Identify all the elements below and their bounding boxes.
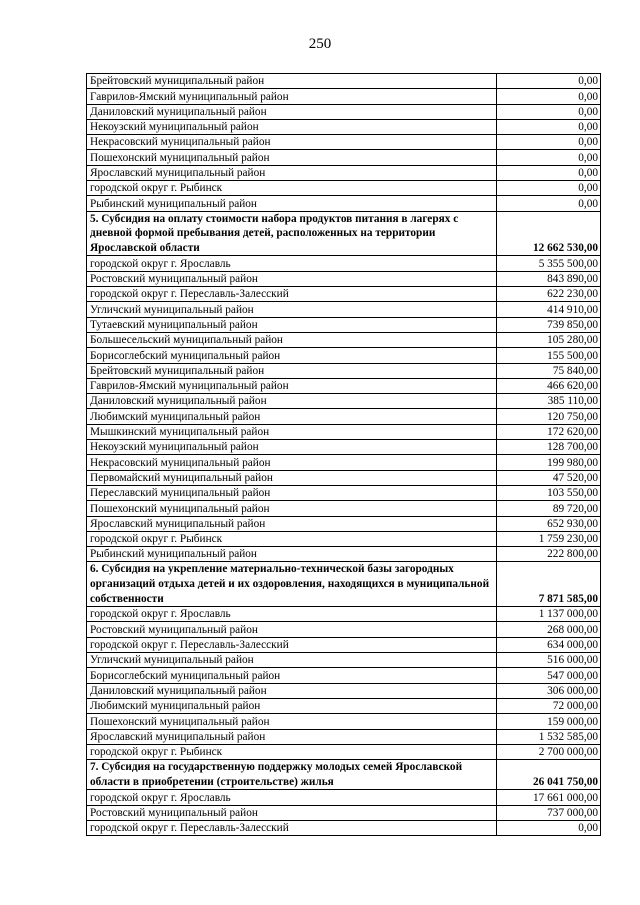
amount: 0,00 — [497, 181, 601, 196]
amount: 0,00 — [497, 165, 601, 180]
municipality-name: Первомайский муниципальный район — [87, 470, 497, 485]
municipality-name: Большесельский муниципальный район — [87, 332, 497, 347]
table-row — [87, 424, 601, 439]
amount: 0,00 — [497, 104, 601, 119]
section-header-row — [87, 211, 601, 256]
table-row — [87, 668, 601, 683]
amount: 1 137 000,00 — [497, 607, 601, 622]
municipality-name: Ярославский муниципальный район — [87, 516, 497, 531]
table-row — [87, 271, 601, 286]
municipality-name: Даниловский муниципальный район — [87, 104, 497, 119]
amount: 516 000,00 — [497, 653, 601, 668]
municipality-name: Мышкинский муниципальный район — [87, 424, 497, 439]
municipality-name: городской округ г. Рыбинск — [87, 531, 497, 546]
amount: 103 550,00 — [497, 485, 601, 500]
table-row — [87, 547, 601, 562]
municipality-name: Ростовский муниципальный район — [87, 805, 497, 820]
table-row — [87, 317, 601, 332]
municipality-name: Даниловский муниципальный район — [87, 683, 497, 698]
municipality-name: Некрасовский муниципальный район — [87, 455, 497, 470]
table-row — [87, 256, 601, 271]
table-row — [87, 135, 601, 150]
table-row — [87, 74, 601, 89]
table-row — [87, 119, 601, 134]
table-row — [87, 409, 601, 424]
amount: 105 280,00 — [497, 332, 601, 347]
amount: 466 620,00 — [497, 378, 601, 393]
table-row — [87, 440, 601, 455]
municipality-name: Гаврилов-Ямский муниципальный район — [87, 378, 497, 393]
municipality-name: Ростовский муниципальный район — [87, 622, 497, 637]
table-row — [87, 287, 601, 302]
table-row — [87, 181, 601, 196]
table-row — [87, 332, 601, 347]
table-row — [87, 805, 601, 820]
municipality-name: Угличский муниципальный район — [87, 302, 497, 317]
table-row — [87, 363, 601, 378]
amount: 622 230,00 — [497, 287, 601, 302]
municipality-name: городской округ г. Ярославль — [87, 256, 497, 271]
amount: 0,00 — [497, 150, 601, 165]
municipality-name: Брейтовский муниципальный район — [87, 74, 497, 89]
amount: 172 620,00 — [497, 424, 601, 439]
table-row — [87, 455, 601, 470]
amount: 843 890,00 — [497, 271, 601, 286]
municipality-name: Пошехонский муниципальный район — [87, 150, 497, 165]
table-row — [87, 378, 601, 393]
amount: 5 355 500,00 — [497, 256, 601, 271]
amount: 0,00 — [497, 196, 601, 211]
section-total: 7 871 585,00 — [497, 562, 601, 607]
municipality-name: Угличский муниципальный район — [87, 653, 497, 668]
table-row — [87, 165, 601, 180]
amount: 155 500,00 — [497, 348, 601, 363]
table-row — [87, 744, 601, 759]
municipality-name: Ярославский муниципальный район — [87, 729, 497, 744]
amount: 306 000,00 — [497, 683, 601, 698]
table-row — [87, 653, 601, 668]
municipality-name: Рыбинский муниципальный район — [87, 547, 497, 562]
municipality-name: городской округ г. Ярославль — [87, 607, 497, 622]
amount: 72 000,00 — [497, 698, 601, 713]
municipality-name: Борисоглебский муниципальный район — [87, 348, 497, 363]
table-row — [87, 729, 601, 744]
amount: 739 850,00 — [497, 317, 601, 332]
table-row — [87, 470, 601, 485]
municipality-name: Борисоглебский муниципальный район — [87, 668, 497, 683]
amount: 0,00 — [497, 119, 601, 134]
amount: 268 000,00 — [497, 622, 601, 637]
municipality-name: городской округ г. Ярославль — [87, 790, 497, 805]
municipality-name: Тутаевский муниципальный район — [87, 317, 497, 332]
amount: 89 720,00 — [497, 501, 601, 516]
section-header-row — [87, 760, 601, 790]
amount: 547 000,00 — [497, 668, 601, 683]
table-row — [87, 683, 601, 698]
amount: 0,00 — [497, 89, 601, 104]
amount: 0,00 — [497, 74, 601, 89]
table-row — [87, 622, 601, 637]
page-number: 250 — [308, 36, 332, 52]
table-row — [87, 485, 601, 500]
table-row — [87, 607, 601, 622]
table-row — [87, 501, 601, 516]
table-row — [87, 196, 601, 211]
subsidy-table — [86, 73, 601, 836]
section-total: 12 662 530,00 — [497, 211, 601, 256]
table-row — [87, 394, 601, 409]
municipality-name: Любимский муниципальный район — [87, 698, 497, 713]
table-row — [87, 302, 601, 317]
municipality-name: Даниловский муниципальный район — [87, 394, 497, 409]
municipality-name: Ярославский муниципальный район — [87, 165, 497, 180]
table-row — [87, 714, 601, 729]
table-row — [87, 516, 601, 531]
municipality-name: городской округ г. Рыбинск — [87, 181, 497, 196]
table-row — [87, 104, 601, 119]
municipality-name: Пошехонский муниципальный район — [87, 501, 497, 516]
table-row — [87, 150, 601, 165]
table-row — [87, 348, 601, 363]
amount: 652 930,00 — [497, 516, 601, 531]
amount: 128 700,00 — [497, 440, 601, 455]
municipality-name: Любимский муниципальный район — [87, 409, 497, 424]
section-header-row — [87, 562, 601, 607]
amount: 385 110,00 — [497, 394, 601, 409]
municipality-name: Брейтовский муниципальный район — [87, 363, 497, 378]
municipality-name: Некрасовский муниципальный район — [87, 135, 497, 150]
municipality-name: Некоузский муниципальный район — [87, 119, 497, 134]
municipality-name: Переславский муниципальный район — [87, 485, 497, 500]
amount: 0,00 — [497, 820, 601, 835]
amount: 737 000,00 — [497, 805, 601, 820]
amount: 1 759 230,00 — [497, 531, 601, 546]
section-title: 7. Субсидия на государственную поддержку молодых семей Ярославской области в приобретении (строительстве) жилья — [87, 760, 497, 790]
amount: 159 000,00 — [497, 714, 601, 729]
municipality-name: Гаврилов-Ямский муниципальный район — [87, 89, 497, 104]
table-row — [87, 790, 601, 805]
municipality-name: Рыбинский муниципальный район — [87, 196, 497, 211]
amount: 47 520,00 — [497, 470, 601, 485]
municipality-name: Некоузский муниципальный район — [87, 440, 497, 455]
amount: 17 661 000,00 — [497, 790, 601, 805]
table-row — [87, 531, 601, 546]
municipality-name: Ростовский муниципальный район — [87, 271, 497, 286]
municipality-name: Пошехонский муниципальный район — [87, 714, 497, 729]
amount: 634 000,00 — [497, 637, 601, 652]
amount: 120 750,00 — [497, 409, 601, 424]
amount: 199 980,00 — [497, 455, 601, 470]
municipality-name: городской округ г. Рыбинск — [87, 744, 497, 759]
table-row — [87, 698, 601, 713]
municipality-name: городской округ г. Переславль-Залесский — [87, 287, 497, 302]
municipality-name: городской округ г. Переславль-Залесский — [87, 637, 497, 652]
section-title: 5. Субсидия на оплату стоимости набора продуктов питания в лагерях с дневной формой пребывания детей, расположенных на территории Ярославской области — [87, 211, 497, 256]
amount: 1 532 585,00 — [497, 729, 601, 744]
amount: 222 800,00 — [497, 547, 601, 562]
table-row — [87, 820, 601, 835]
table-row — [87, 637, 601, 652]
amount: 414 910,00 — [497, 302, 601, 317]
table-row — [87, 89, 601, 104]
section-title: 6. Субсидия на укрепление материально-технической базы загородных организаций отдыха детей и их оздоровления, находящихся в муниципальной собственности — [87, 562, 497, 607]
amount: 0,00 — [497, 135, 601, 150]
municipality-name: городской округ г. Переславль-Залесский — [87, 820, 497, 835]
amount: 2 700 000,00 — [497, 744, 601, 759]
amount: 75 840,00 — [497, 363, 601, 378]
section-total: 26 041 750,00 — [497, 760, 601, 790]
